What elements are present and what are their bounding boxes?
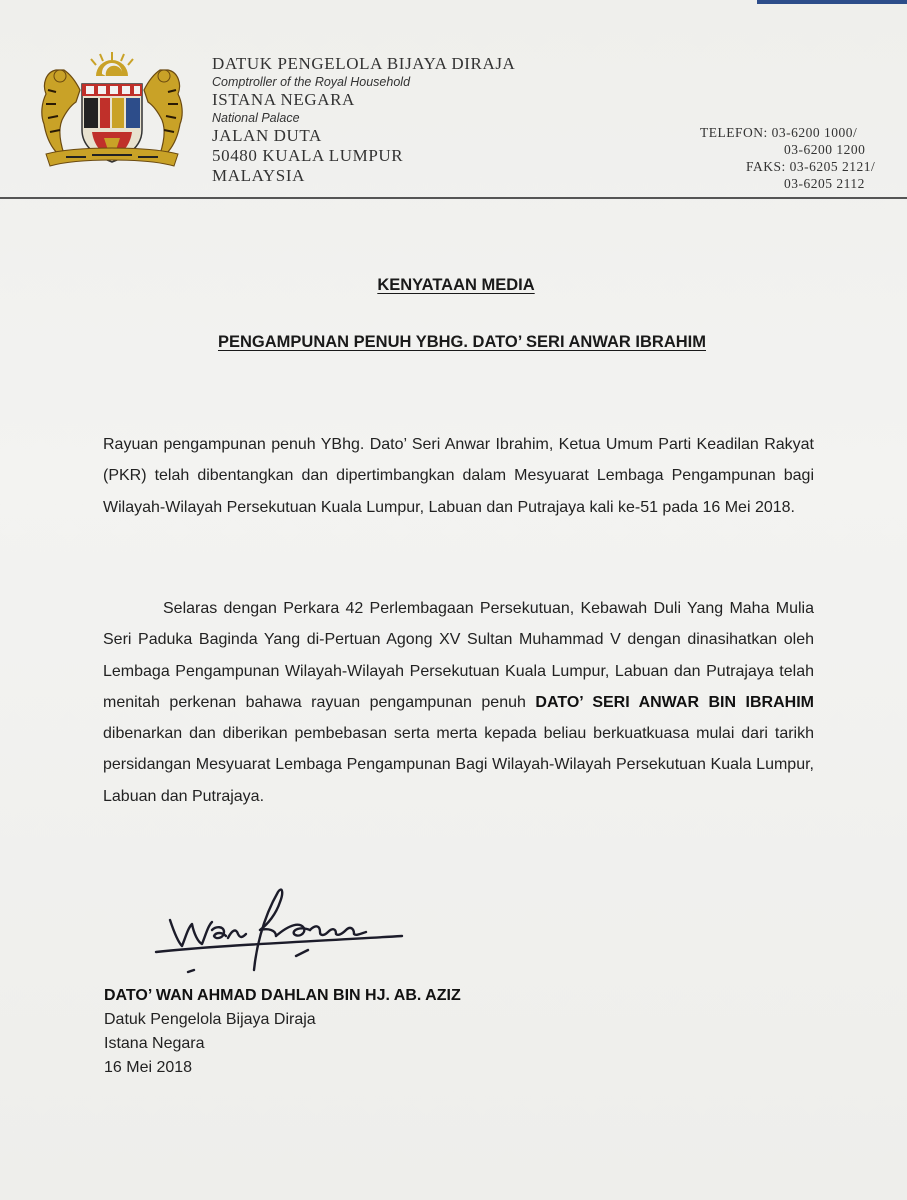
body-paragraph-1: Rayuan pengampunan penuh YBhg. Dato’ Seri Anwar Ibrahim, Ketua Umum Parti Keadilan Rakyat (PKR) telah dibentangkan dan dipertimbangkan dalam Mesyuarat Lembaga Pengampunan bagi Wilayah-Wilayah Persekutuan Kuala Lumpur, Labuan dan Putrajaya kali ke-51 pada 16 Mei 2018. — [103, 436, 814, 516]
letterhead-postcode-city: 50480 KUALA LUMPUR — [212, 146, 404, 165]
document-subtitle: PENGAMPUNAN PENUH YBHG. DATO’ SERI ANWAR IBRAHIM — [217, 333, 706, 351]
telefon-number-1: 03-6200 1000/ — [771, 125, 858, 140]
letterhead-office-title-en: Comptroller of the Royal Household — [212, 75, 411, 89]
faks-label: FAKS: — [746, 159, 786, 174]
telefon-row — [700, 124, 890, 141]
header-divider — [0, 197, 907, 199]
contact-block — [700, 124, 890, 192]
corner-strip — [757, 0, 907, 4]
paragraph-2-text-start: Selaras dengan Perkara 42 Perlembagaan Persekutuan, Kebawah Duli Yang Maha Mulia Seri Paduka Baginda Yang di-Pertuan Agong XV Sultan Muhammad V dengan dinasihatkan oleh Lembaga Pengampunan Wilayah-Wilayah Persekutuan Kuala Lumpur, Labuan dan Putrajaya telah menitah perkenan bahawa rayuan pengampunan penuh — [103, 600, 814, 711]
handwritten-signature-icon — [150, 880, 410, 985]
signatory-name: DATO’ WAN AHMAD DAHLAN BIN HJ. AB. AZIZ — [104, 987, 461, 1004]
letterhead — [212, 54, 552, 186]
letterhead-palace: ISTANA NEGARA — [212, 90, 355, 109]
letterhead-office-title: DATUK PENGELOLA BIJAYA DIRAJA — [212, 54, 516, 73]
signatory-block — [104, 984, 461, 1080]
coat-of-arms-icon — [36, 50, 188, 176]
signatory-position: Datuk Pengelola Bijaya Diraja — [104, 1011, 316, 1028]
document-title: KENYATAAN MEDIA — [377, 276, 535, 294]
letterhead-street: JALAN DUTA — [212, 126, 322, 145]
signatory-office: Istana Negara — [104, 1035, 205, 1052]
signatory-date: 16 Mei 2018 — [104, 1059, 193, 1076]
paragraph-2-text-end: dibenarkan dan diberikan pembebasan serta merta kepada beliau berkuatkuasa mulai dari tarikh persidangan Mesyuarat Lembaga Pengampunan Bagi Wilayah-Wilayah Persekutuan Kuala Lumpur, Labuan dan Putrajaya. — [103, 725, 814, 805]
faks-number-2: 03-6205 2112 — [784, 176, 865, 191]
telefon-label: TELEFON: — [700, 125, 768, 140]
faks-row — [700, 158, 890, 175]
pardon-recipient-name: DATO’ SERI ANWAR BIN IBRAHIM — [535, 693, 814, 711]
letterhead-palace-en: National Palace — [212, 111, 300, 125]
letterhead-country: MALAYSIA — [212, 166, 305, 185]
body-paragraph-2 — [103, 593, 814, 812]
telefon-number-2: 03-6200 1200 — [784, 142, 866, 157]
faks-number-1: 03-6205 2121/ — [789, 159, 876, 174]
